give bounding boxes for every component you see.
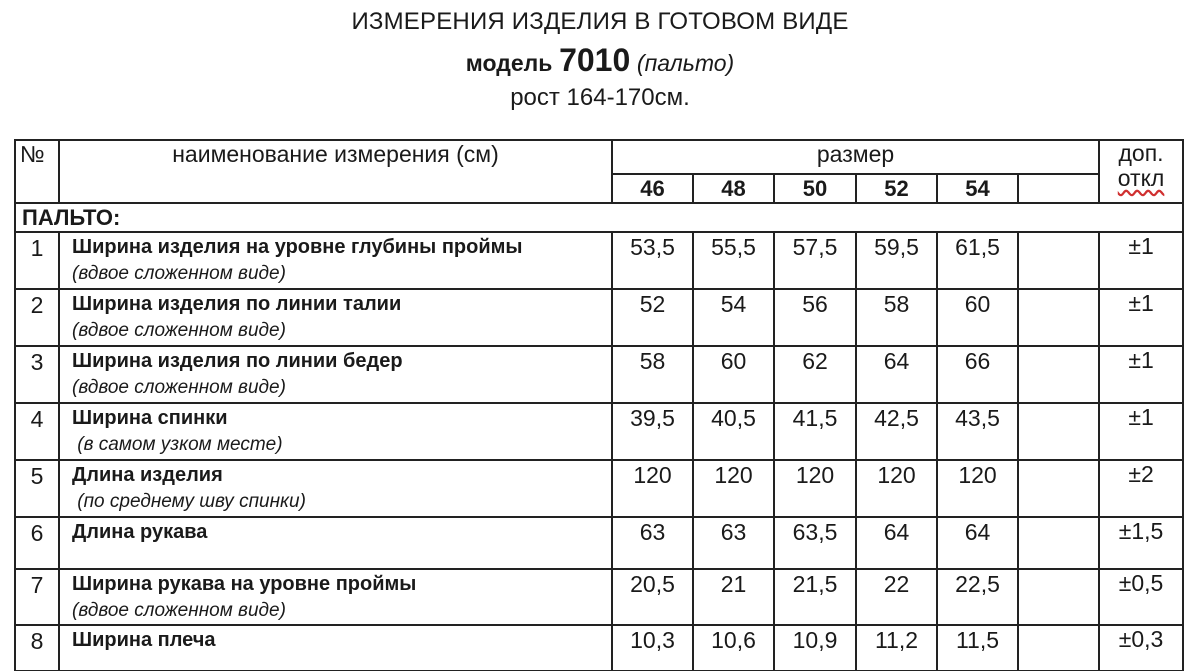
measurement-name: Длина изделия: [72, 464, 223, 486]
size-header: 54: [937, 174, 1018, 203]
size-header: 50: [774, 174, 856, 203]
size-value: 11,2: [856, 625, 937, 671]
measurement-note: (вдвое сложенном виде): [72, 263, 286, 284]
size-value: 21,5: [774, 569, 856, 625]
size-value: 120: [856, 460, 937, 517]
model-label: модель: [465, 50, 553, 76]
col-name-header: наименование измерения (см): [59, 140, 612, 203]
tolerance-value: ±1: [1099, 289, 1183, 346]
measurement-name-cell: [59, 403, 612, 460]
height-range: рост 164-170см.: [510, 84, 690, 111]
row-number: 2: [15, 289, 59, 346]
empty-cell: [1018, 517, 1099, 569]
row-number: 4: [15, 403, 59, 460]
col-tolerance-header: [1099, 140, 1183, 203]
size-header: 46: [612, 174, 693, 203]
empty-cell: [1018, 625, 1099, 671]
size-value: 62: [774, 346, 856, 403]
row-number: 3: [15, 346, 59, 403]
table-row: [15, 346, 1183, 403]
measurement-name-cell: [59, 569, 612, 625]
size-value: 120: [612, 460, 693, 517]
size-value: 10,6: [693, 625, 774, 671]
empty-cell: [1018, 403, 1099, 460]
size-value: 60: [693, 346, 774, 403]
tolerance-header-line1: доп.: [1118, 140, 1164, 166]
measurement-note: (вдвое сложенном виде): [72, 320, 286, 341]
empty-cell: [1018, 569, 1099, 625]
size-value: 10,3: [612, 625, 693, 671]
model-type: (пальто): [636, 50, 735, 76]
measurement-name-cell: [59, 289, 612, 346]
size-value: 11,5: [937, 625, 1018, 671]
header-row-1: [15, 140, 1183, 174]
size-value: 120: [693, 460, 774, 517]
tolerance-value: ±0,3: [1099, 625, 1183, 671]
table-row: [15, 569, 1183, 625]
measurements-table: [14, 139, 1184, 671]
size-value: 52: [612, 289, 693, 346]
col-size-header: размер: [612, 140, 1099, 174]
measurement-name: Ширина изделия по линии бедер: [72, 350, 403, 372]
col-num-header: №: [15, 140, 59, 203]
size-value: 64: [937, 517, 1018, 569]
measurement-name-cell: [59, 625, 612, 671]
size-value: 22: [856, 569, 937, 625]
tolerance-value: ±1: [1099, 346, 1183, 403]
size-value: 60: [937, 289, 1018, 346]
size-value: 63,5: [774, 517, 856, 569]
size-header: 48: [693, 174, 774, 203]
table-row: [15, 517, 1183, 569]
empty-cell: [1018, 289, 1099, 346]
measurement-name-cell: [59, 517, 612, 569]
measurement-name-cell: [59, 460, 612, 517]
tolerance-value: ±0,5: [1099, 569, 1183, 625]
section-title: ПАЛЬТО:: [15, 203, 1183, 232]
size-value: 41,5: [774, 403, 856, 460]
size-value: 43,5: [937, 403, 1018, 460]
measurement-name: Ширина плеча: [72, 629, 216, 651]
size-value: 58: [856, 289, 937, 346]
measurement-name: Ширина рукава на уровне проймы: [72, 573, 417, 595]
size-value: 39,5: [612, 403, 693, 460]
size-value: 120: [774, 460, 856, 517]
measurement-note: (вдвое сложенном виде): [72, 600, 286, 621]
size-value: 54: [693, 289, 774, 346]
row-number: 7: [15, 569, 59, 625]
tolerance-header-line2: откл: [1117, 165, 1165, 191]
row-number: 5: [15, 460, 59, 517]
size-header-empty: [1018, 174, 1099, 203]
tolerance-value: ±1: [1099, 403, 1183, 460]
measurement-name: Ширина изделия на уровне глубины проймы: [72, 236, 523, 258]
size-value: 21: [693, 569, 774, 625]
size-value: 57,5: [774, 232, 856, 289]
table-row: [15, 289, 1183, 346]
size-value: 56: [774, 289, 856, 346]
model-line: [0, 42, 1200, 79]
measurement-name-cell: [59, 346, 612, 403]
size-value: 63: [693, 517, 774, 569]
measurement-name: Ширина спинки: [72, 407, 228, 429]
tolerance-value: ±1: [1099, 232, 1183, 289]
size-value: 58: [612, 346, 693, 403]
size-value: 55,5: [693, 232, 774, 289]
size-value: 63: [612, 517, 693, 569]
size-value: 10,9: [774, 625, 856, 671]
size-value: 64: [856, 346, 937, 403]
size-value: 64: [856, 517, 937, 569]
section-row: [15, 203, 1183, 232]
tolerance-value: ±2: [1099, 460, 1183, 517]
document-title: ИЗМЕРЕНИЯ ИЗДЕЛИЯ В ГОТОВОМ ВИДЕ: [351, 8, 849, 35]
table-row: [15, 232, 1183, 289]
measurement-name-cell: [59, 232, 612, 289]
size-value: 40,5: [693, 403, 774, 460]
row-number: 8: [15, 625, 59, 671]
size-value: 42,5: [856, 403, 937, 460]
empty-cell: [1018, 232, 1099, 289]
size-value: 59,5: [856, 232, 937, 289]
size-value: 53,5: [612, 232, 693, 289]
measurement-note: (по среднему шву спинки): [72, 491, 306, 512]
measurement-note: (в самом узком месте): [72, 434, 283, 455]
measurement-name: Ширина изделия по линии талии: [72, 293, 402, 315]
row-number: 6: [15, 517, 59, 569]
size-value: 20,5: [612, 569, 693, 625]
measurement-note: (вдвое сложенном виде): [72, 377, 286, 398]
table-row: [15, 625, 1183, 671]
tolerance-value: ±1,5: [1099, 517, 1183, 569]
size-value: 120: [937, 460, 1018, 517]
table-row: [15, 460, 1183, 517]
size-value: 61,5: [937, 232, 1018, 289]
empty-cell: [1018, 460, 1099, 517]
size-value: 22,5: [937, 569, 1018, 625]
measurement-name: Длина рукава: [72, 521, 208, 543]
row-number: 1: [15, 232, 59, 289]
table-row: [15, 403, 1183, 460]
empty-cell: [1018, 346, 1099, 403]
size-value: 66: [937, 346, 1018, 403]
model-number: 7010: [559, 42, 631, 78]
size-header: 52: [856, 174, 937, 203]
